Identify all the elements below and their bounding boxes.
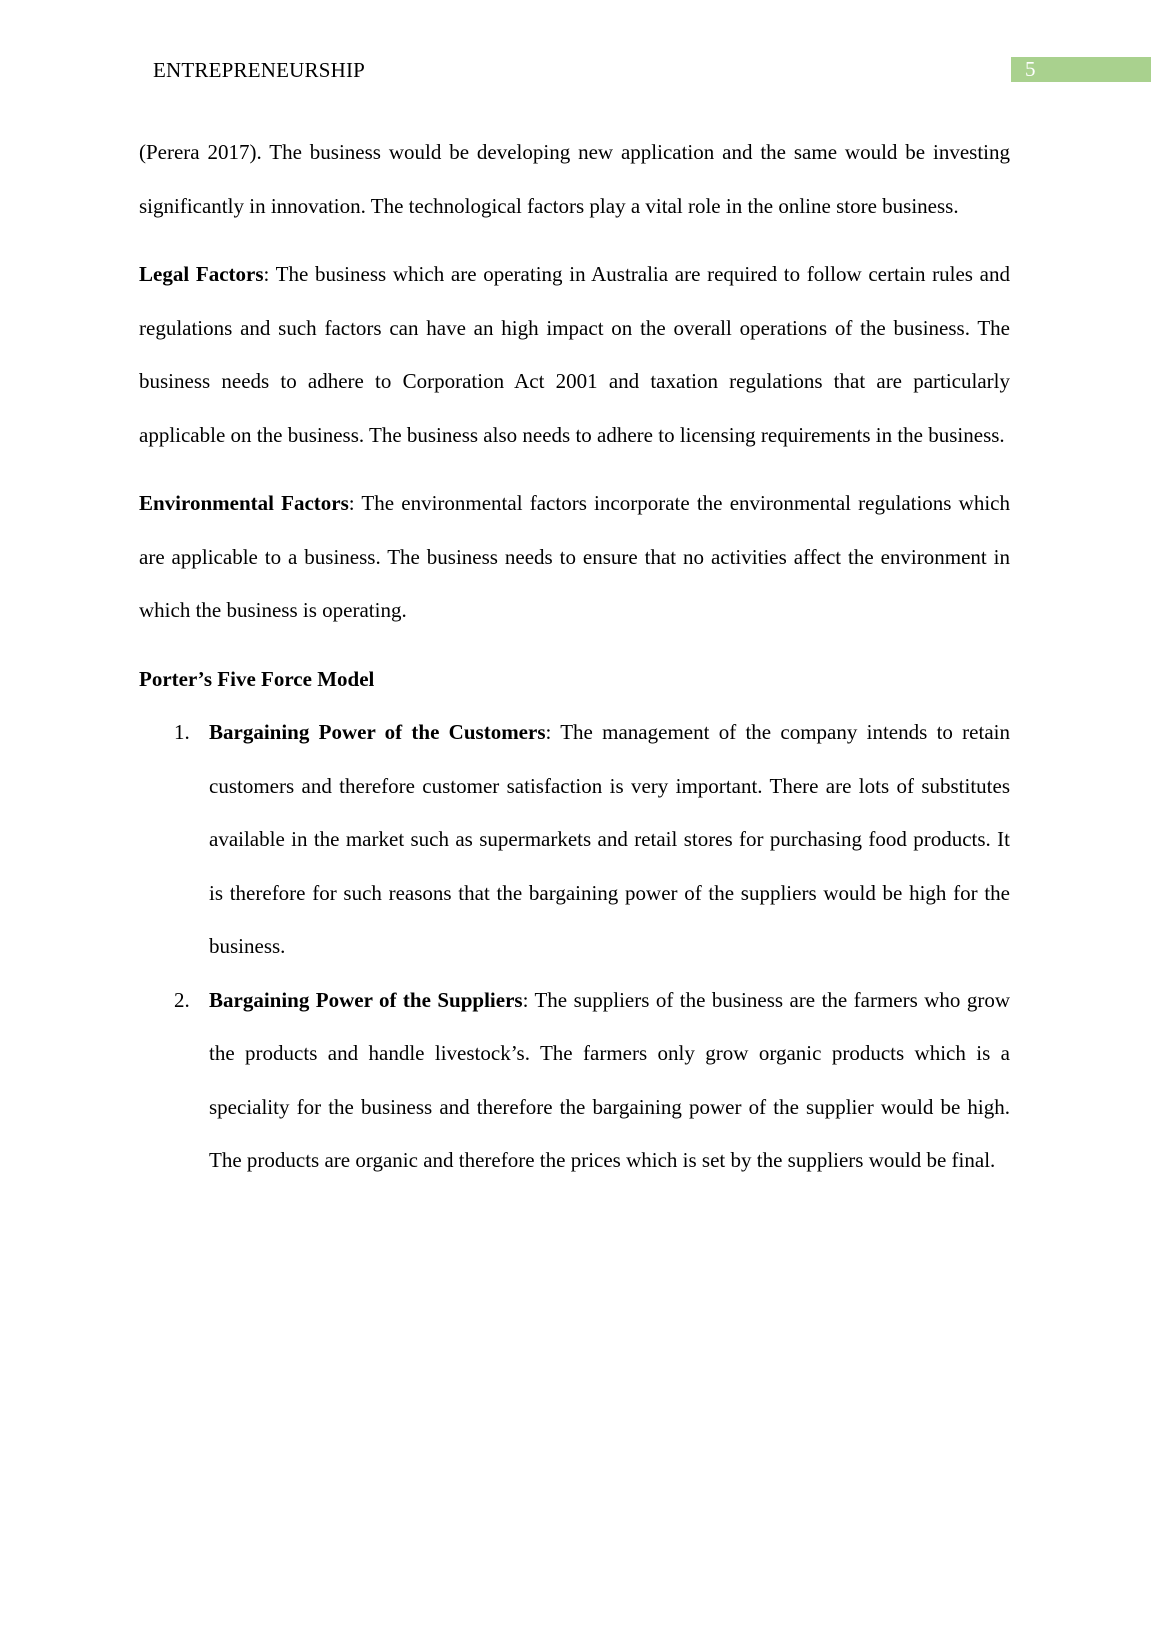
legal-factors-paragraph	[139, 248, 1010, 462]
intro-paragraph: (Perera 2017). The business would be developing new application and the same would be investing significantly in innovation. The technological factors play a vital role in the online store business.	[139, 140, 1010, 218]
header-title: ENTREPRENEURSHIP	[153, 58, 366, 82]
legal-factors-label: Legal Factors	[139, 262, 264, 286]
porter-heading: Porter’s Five Force Model	[139, 666, 375, 691]
environmental-factors-text: : The environmental factors incorporate the environmental regulations which are applicable to a business. The business needs to ensure that no activities affect the environment in which the business is operating.	[139, 491, 1010, 622]
document-body	[139, 126, 1010, 1188]
environmental-factors-label: Environmental Factors	[139, 491, 349, 515]
list-item	[139, 974, 1010, 1188]
list-item-number: 2.	[174, 987, 190, 1012]
list-item-body: : The suppliers of the business are the farmers who grow the products and handle livestock’s. The farmers only grow organic products which is a speciality for the business and therefore the bargaining power of the supplier would be high. The products are organic and therefore the prices which is set by the suppliers would be final.	[209, 987, 1011, 1172]
list-item	[139, 706, 1010, 974]
porter-list	[139, 706, 1010, 1188]
list-item-number: 1.	[174, 720, 190, 744]
page-number: 5	[1025, 57, 1036, 81]
list-item-text	[209, 706, 1010, 974]
page-number-box	[1011, 57, 1151, 82]
environmental-factors-paragraph	[139, 477, 1010, 638]
list-item-label: Bargaining Power of the Customers	[209, 720, 546, 744]
legal-factors-text: : The business which are operating in Australia are required to follow certain rules and regulations and such factors can have an high impact on the overall operations of the business. The business needs to adhere to Corporation Act 2001 and taxation regulations that are particularly applicable on the business. The business also needs to adhere to licensing requirements in the business.	[139, 262, 1010, 447]
list-item-text	[209, 974, 1010, 1188]
list-item-label: Bargaining Power of the Suppliers	[209, 987, 523, 1012]
list-item-body: : The management of the company intends to retain customers and therefore customer satisfaction is very important. There are lots of substitutes available in the market such as supermarkets and retail stores for purchasing food products. It is therefore for such reasons that the bargaining power of the suppliers would be high for the business.	[209, 720, 1010, 958]
